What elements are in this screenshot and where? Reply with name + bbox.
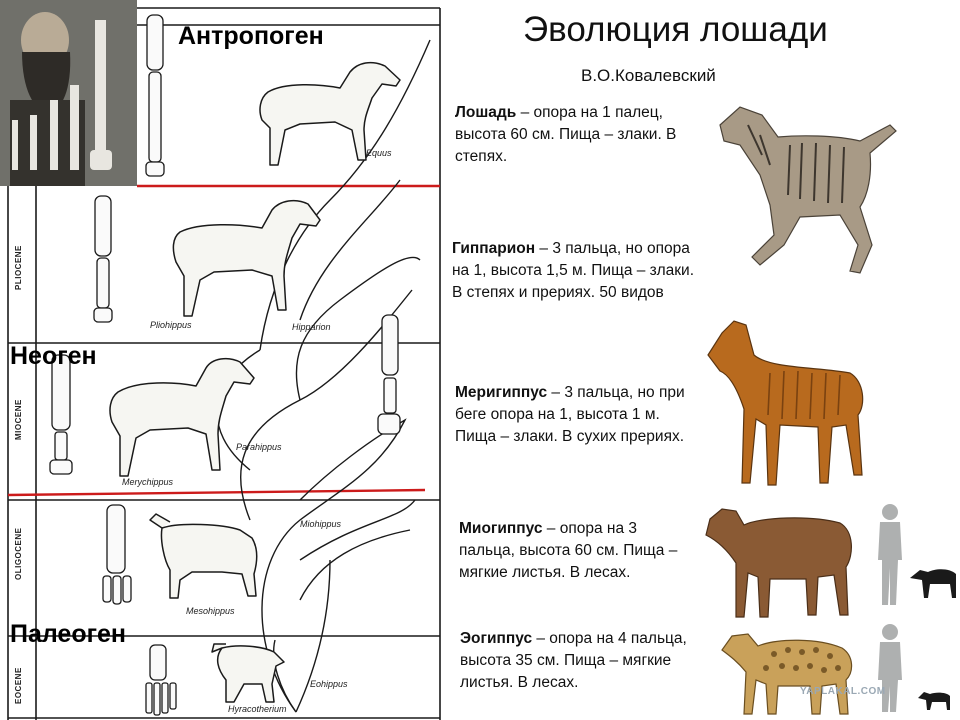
species-name: Гиппарион <box>452 240 536 257</box>
era-label-paleogen: Палеоген <box>10 620 127 648</box>
species-label-equus: Equus <box>366 148 392 158</box>
epoch-label-eocene: EOCENE <box>14 667 23 704</box>
species-label-miohippus: Miohippus <box>300 519 342 529</box>
species-label-merychippus: Merychippus <box>122 477 174 487</box>
description-hipparion <box>452 238 697 304</box>
species-description: – 3 пальца, но при беге опора на 1, высота 1 м. Пища – злаки. В сухих прериях. <box>455 384 685 445</box>
scale-comparison-miohippus <box>870 500 960 610</box>
merychippus-outline <box>110 359 254 476</box>
epoch-label-miocene: MIOCENE <box>14 399 23 440</box>
species-name: Миогиппус <box>459 520 543 537</box>
watermark: YAPLAKAL.COM <box>800 686 886 697</box>
species-description: – опора на 3 пальца, высота 60 см. Пища – мягкие листья. В лесах. <box>459 520 678 581</box>
species-label-hyracotherium: Hyracotherium <box>228 704 287 714</box>
era-label-neogen: Неоген <box>10 342 97 370</box>
species-name: Эогиппус <box>460 630 533 647</box>
species-label-pliohippus: Pliohippus <box>150 320 192 330</box>
epoch-label-oligocene: OLIGOCENE <box>14 527 23 580</box>
modern-horse-illustration <box>700 95 905 290</box>
description-miohippus <box>459 518 691 584</box>
eohippus-outline <box>212 644 284 702</box>
epoch-label-pliocene: PLIOCENE <box>14 245 23 290</box>
species-label-eohippus: Eohippus <box>310 679 348 689</box>
species-label-parahippus: Parahippus <box>236 442 282 452</box>
scientist-portrait-photo <box>0 0 137 186</box>
species-description: – опора на 4 пальца, высота 35 см. Пища – мягкие листья. В лесах. <box>460 630 687 691</box>
species-description: – опора на 1 палец, высота 60 см. Пища – злаки. В степях. <box>455 104 677 165</box>
species-name: Лошадь <box>455 104 517 121</box>
description-eohippus <box>460 628 692 694</box>
species-label-hipparion: Hipparion <box>292 322 331 332</box>
species-label-mesohippus: Mesohippus <box>186 606 235 616</box>
neogene-paleogene-boundary-line <box>8 490 425 495</box>
species-description: – 3 пальца, но опора на 1, высота 1,5 м. Пища – злаки. В степях и прериях. 50 видов <box>452 240 695 301</box>
author-name: В.О.Ковалевский <box>581 66 716 85</box>
description-merychippus <box>455 382 695 448</box>
eohippus-illustration <box>718 628 858 716</box>
mesohippus-outline <box>150 514 257 598</box>
scale-comparison-eohippus <box>870 620 960 715</box>
description-horse <box>455 102 700 168</box>
pliohippus-outline <box>173 201 320 316</box>
era-label-anthropogen: Антропоген <box>178 22 324 50</box>
page-title: Эволюция лошади <box>523 10 828 49</box>
hipparion-illustration <box>700 315 870 490</box>
species-name: Меригиппус <box>455 384 548 401</box>
miohippus-illustration <box>700 495 860 620</box>
